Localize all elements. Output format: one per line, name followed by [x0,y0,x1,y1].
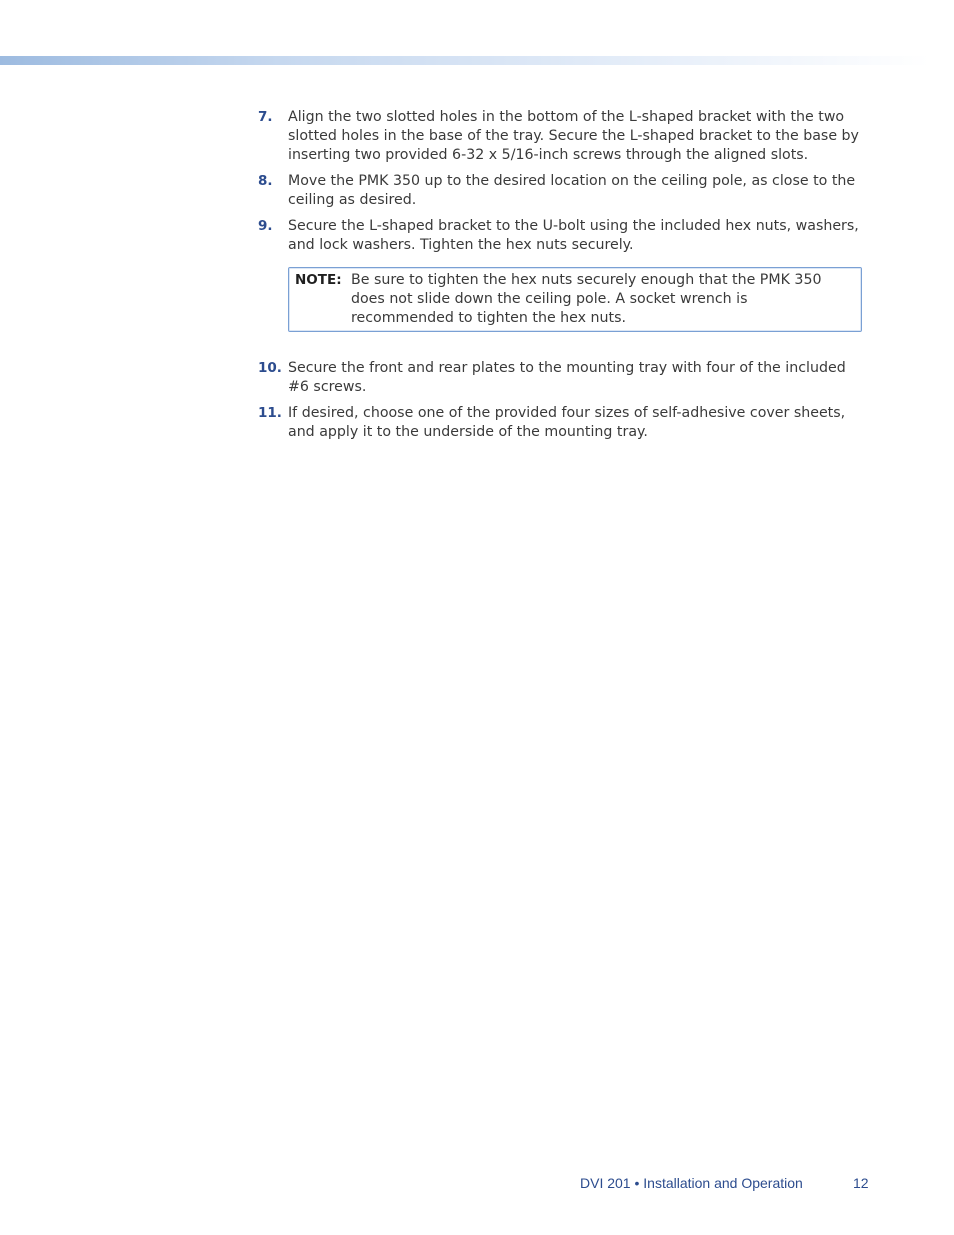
step-number: 10. [258,360,282,376]
step-9 [258,217,866,255]
step-number: 9. [258,218,273,234]
step-number: 7. [258,109,273,125]
step-text: Secure the L-shaped bracket to the U-bolt using the included hex nuts, washers, and lock washers. Tighten the hex nuts securely. [288,218,859,253]
section-spacer [258,332,866,359]
note-label: NOTE: [295,272,342,288]
footer-title: DVI 201 • Installation and Operation [580,1175,803,1191]
step-number: 8. [258,173,273,189]
step-7 [258,108,866,165]
note-text: Be sure to tighten the hex nuts securely enough that the PMK 350 does not slide down the ceiling pole. A socket wrench is recommended to tighten the hex nuts. [351,272,822,326]
step-text: If desired, choose one of the provided four sizes of self-adhesive cover sheets, and apply it to the underside of the mounting tray. [288,405,846,440]
header-band [0,56,930,65]
step-text: Secure the front and rear plates to the mounting tray with four of the included #6 screws. [288,360,846,395]
step-10 [258,359,866,397]
step-text: Move the PMK 350 up to the desired location on the ceiling pole, as close to the ceiling as desired. [288,173,856,208]
note-box [288,267,862,332]
step-number: 11. [258,405,282,421]
page-number: 12 [853,1175,869,1191]
instruction-content [258,108,866,449]
step-text: Align the two slotted holes in the bottom of the L-shaped bracket with the two slotted holes in the base of the tray. Secure the L-shaped bracket to the base by inserting two provided 6-32 x 5/16-inch screws through the aligned slots. [288,109,859,163]
step-11 [258,404,866,442]
step-8 [258,172,866,210]
